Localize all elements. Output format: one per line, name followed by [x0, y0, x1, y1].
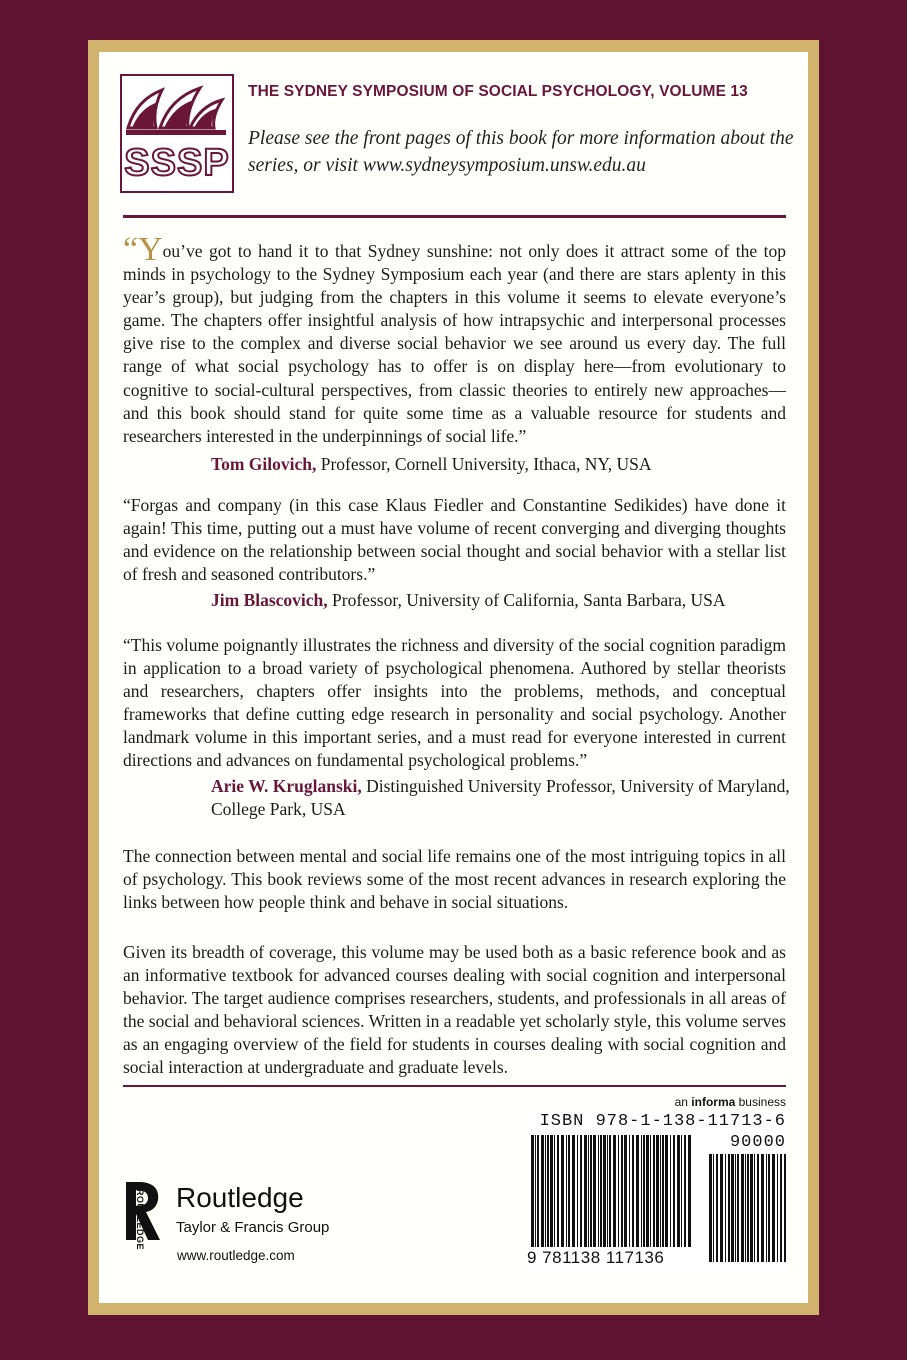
barcode-bar: [757, 1154, 759, 1262]
barcode-bar: [621, 1135, 623, 1247]
barcode-bar: [613, 1135, 616, 1247]
barcode-bar: [535, 1135, 536, 1247]
barcode-bar: [728, 1154, 730, 1262]
endorser-affiliation: Professor, Cornell University, Ithaca, NY, USA: [316, 454, 652, 474]
barcode-bar: [709, 1154, 712, 1262]
barcode-bar: [681, 1135, 682, 1247]
barcode-bar: [768, 1154, 770, 1262]
barcode-bar: [572, 1135, 575, 1247]
addon-barcode: [708, 1154, 786, 1262]
barcode-bar: [713, 1154, 714, 1262]
barcode-bar: [537, 1135, 539, 1247]
barcode-bar: [618, 1135, 619, 1247]
barcode-bar: [609, 1135, 611, 1247]
barcode-bar: [725, 1154, 726, 1262]
publisher-url: www.routledge.com: [177, 1248, 295, 1263]
ean-barcode: [530, 1135, 694, 1247]
bottom-divider: [123, 1085, 786, 1087]
barcode-bar: [784, 1154, 786, 1262]
publisher-name: Routledge: [176, 1182, 304, 1213]
routledge-vertical-mark: ROUTLEDGE: [135, 1189, 145, 1251]
barcode-bar: [607, 1135, 608, 1247]
informa-prefix: an: [674, 1095, 692, 1109]
barcode-bar: [566, 1135, 567, 1247]
barcode-bar: [531, 1135, 534, 1247]
endorser-affiliation: Professor, University of California, Santa Barbara, USA: [327, 590, 726, 610]
endorsement-attribution-3: [211, 775, 791, 821]
barcode-bar: [580, 1135, 582, 1247]
barcode-bar: [598, 1135, 599, 1247]
publisher-group: Taylor & Francis Group: [176, 1219, 330, 1236]
barcode-bar: [541, 1135, 544, 1247]
barcode-bar: [673, 1135, 675, 1247]
endorsement-quote-3: “This volume poignantly illustrates the richness and diversity of the social cognition paradigm in application to a broad variety of psychological phenomena. Authored by stellar theorists and researchers, chapters offer insights into the problems, methods, and conceptual frameworks that define cutting edge research in personality and social psychology. Another landmark volume in this important series, and a must read for everyone interested in current directions and advances on fundamental psychological problems.”: [123, 635, 786, 771]
barcode-bar: [653, 1135, 655, 1247]
barcode-bar: [754, 1154, 755, 1262]
barcode-bar: [641, 1135, 642, 1247]
barcode-bar: [629, 1135, 630, 1247]
barcode-bar: [550, 1135, 553, 1247]
informa-wordmark: informa: [691, 1095, 736, 1109]
sssp-logo: [120, 74, 234, 193]
barcode-bar: [772, 1154, 775, 1262]
barcode-bar: [677, 1135, 680, 1247]
barcode-bar: [561, 1135, 564, 1247]
barcode-bar: [603, 1135, 606, 1247]
barcode-bar: [632, 1135, 634, 1247]
barcode-bar: [745, 1154, 746, 1262]
endorser-affiliation: Distinguished University Professor, University of Maryland, College Park, USA: [211, 776, 790, 819]
endorsement-attribution-2: [211, 589, 791, 612]
barcode-bar: [720, 1154, 723, 1262]
isbn-label: ISBN 978-1-138-11713-6: [539, 1112, 786, 1131]
series-info: Please see the front pages of this book for more information about the series, or visit www.sydneysymposium.unsw.edu.au: [248, 128, 794, 176]
barcode-bar: [656, 1135, 659, 1247]
endorser-name: Arie W. Kruglanski,: [211, 776, 362, 796]
endorser-name: Jim Blascovich,: [211, 590, 328, 610]
barcode-bar: [777, 1154, 778, 1262]
barcode-bar: [684, 1135, 686, 1247]
series-title: THE SYDNEY SYMPOSIUM OF SOCIAL PSYCHOLOGY, VOLUME 13: [248, 83, 748, 100]
barcode-bar: [761, 1154, 764, 1262]
opening-quote-mark: “: [123, 231, 139, 268]
barcode-bar: [665, 1135, 668, 1247]
informa-tagline: [600, 1095, 786, 1109]
barcode-bar: [588, 1135, 589, 1247]
barcode-bar: [670, 1135, 671, 1247]
barcode-bar: [741, 1154, 744, 1262]
endorsement-quote-2: “Forgas and company (in this case Klaus Fiedler and Constantine Sedikides) have done it again! This time, putting out a must have volume of recent converging and diverging thoughts and evidence on the relationship between social thought and social behavior with a stellar list of fresh and seasoned contributors.”: [123, 495, 786, 585]
price-addon-label: 90000: [729, 1133, 786, 1152]
barcode-bar: [766, 1154, 767, 1262]
top-divider: [123, 215, 786, 218]
barcode-bar: [662, 1135, 664, 1247]
barcode-bar: [735, 1154, 736, 1262]
barcode-bar: [780, 1154, 782, 1262]
barcode-bar: [688, 1135, 691, 1247]
ean-number: 9 781138 117136: [527, 1248, 665, 1267]
barcode-bar: [584, 1135, 587, 1247]
barcode-bar: [750, 1154, 753, 1262]
barcode-bar: [554, 1135, 555, 1247]
barcode-bar: [577, 1135, 578, 1247]
barcode-bar: [731, 1154, 734, 1262]
endorsement-quote-1: [123, 231, 786, 448]
barcode-bar: [737, 1154, 739, 1262]
drop-cap: Y: [138, 231, 163, 268]
barcode-bar: [660, 1135, 661, 1247]
opera-house-icon: [122, 80, 232, 150]
barcode-bar: [636, 1135, 639, 1247]
barcode-bar: [650, 1135, 651, 1247]
book-description-2: Given its breadth of coverage, this volume may be used both as a basic reference book and as an informative textbook for advanced courses dealing with social cognition and interpersonal behavior. The target audience comprises researchers, students, and professionals in all areas of the social and behavioral sciences. Written in a readable yet scholarly style, this volume serves as an engaging overview of the field for students in courses dealing with social cognition and social interaction at undergraduate and graduate levels.: [123, 942, 786, 1078]
endorser-name: Tom Gilovich,: [211, 454, 317, 474]
barcode-bar: [547, 1135, 549, 1247]
informa-suffix: business: [735, 1095, 786, 1109]
barcode-bar: [747, 1154, 749, 1262]
barcode-bar: [545, 1135, 546, 1247]
barcode-bar: [646, 1135, 649, 1247]
endorsement-attribution-1: [211, 453, 791, 476]
barcode-bar: [716, 1154, 718, 1262]
barcode-bar: [600, 1135, 602, 1247]
book-description-1: The connection between mental and social life remains one of the most intriguing topics in all of psychology. This book reviews some of the most recent advances in research exploring the links between how people think and behave in social situations.: [123, 846, 786, 913]
barcode-bar: [568, 1135, 570, 1247]
barcode-bar: [624, 1135, 627, 1247]
quote-1-text: ou’ve got to hand it to that Sydney sunshine: not only does it attract some of the top minds in psychology to the Sydney Symposium each year (and there are stars aplenty in this year’s group), but judging from the chapters in this volume it seems to elevate everyone’s game. The chapters offer insightful analysis of how intrapsychic and interpersonal processes give rise to the complex and diverse social behavior we see around us every day. The full range of what social psychology has to offer is on display here—from evolutionary to cognitive to social-cultural perspectives, from classic theories to entirely new approaches—and this book should stand for quite some time as a valuable resource for students and researchers interested in the underpinnings of social life.”: [123, 241, 786, 446]
barcode-bar: [557, 1135, 559, 1247]
barcode-bar: [643, 1135, 645, 1247]
barcode-bar: [593, 1135, 596, 1247]
barcode-bar: [590, 1135, 592, 1247]
sssp-logo-text: SSSP: [124, 142, 230, 184]
